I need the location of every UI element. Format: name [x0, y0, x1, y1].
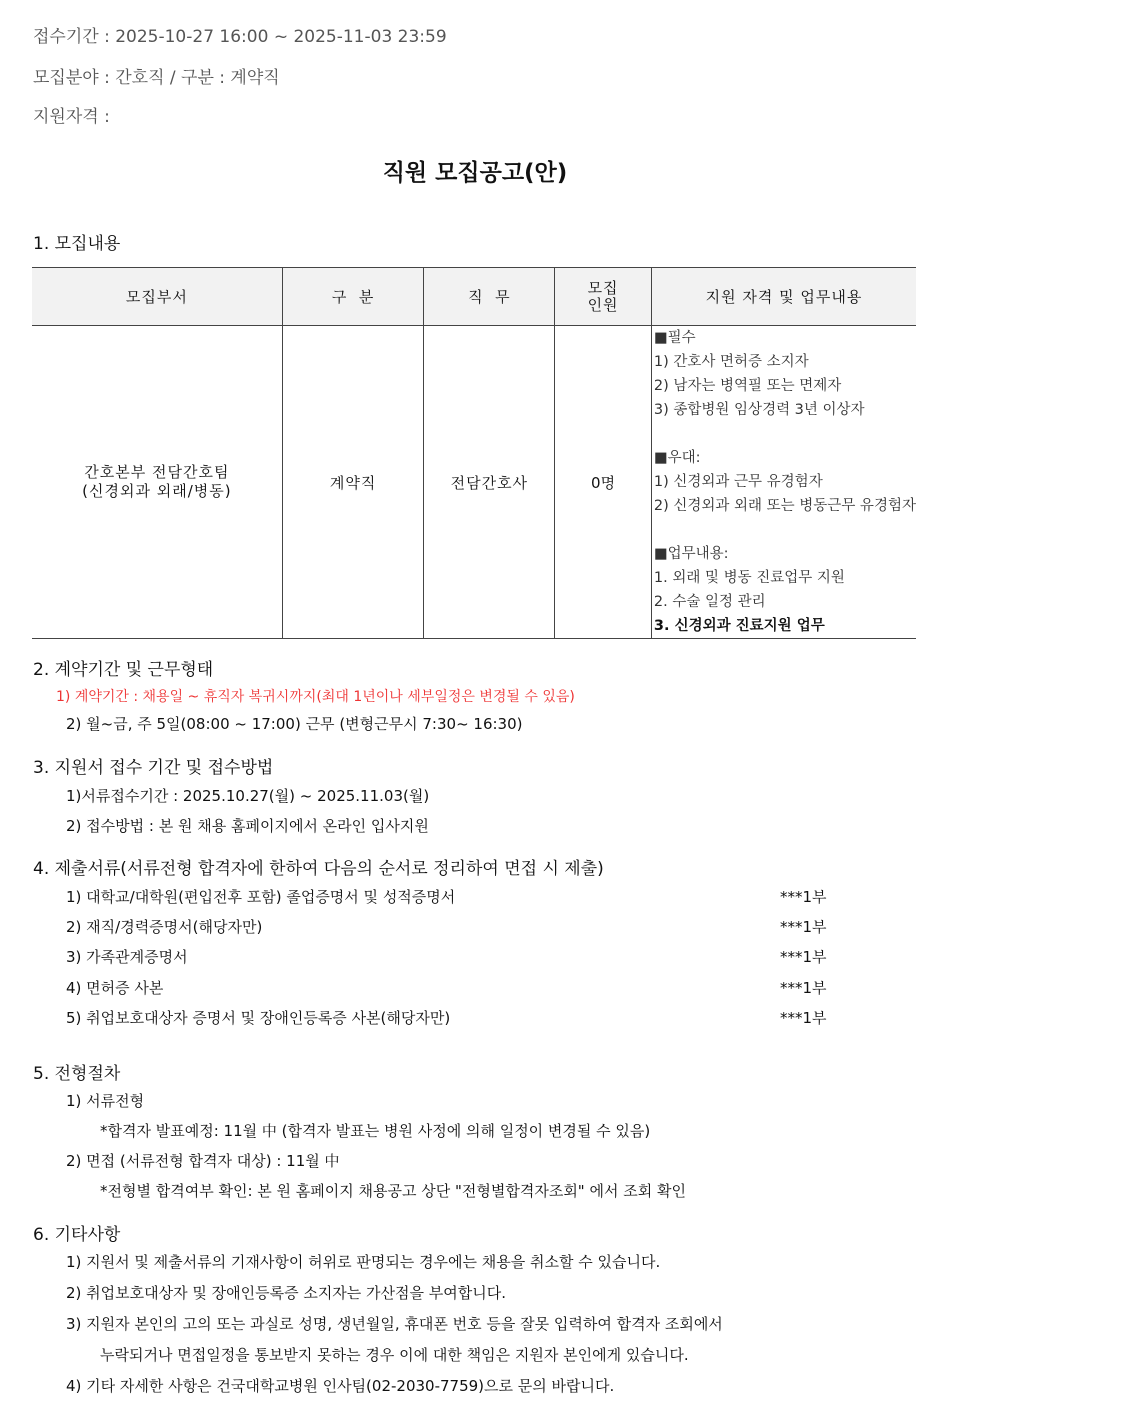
s2-item-2: 2) 월~금, 주 5일(08:00 ~ 17:00) 근무 (변형근무시 7:30~ 16:30)	[66, 715, 523, 733]
s4-item-3: 3) 가족관계증명서	[66, 948, 188, 966]
header-qual: 지원 자격 및 업무내용	[651, 268, 916, 326]
s4-item-3-count: ***1부	[780, 948, 827, 966]
section-6-heading: 6. 기타사항	[33, 1225, 121, 1245]
qual-line: 2. 수술 일정 관리	[653, 594, 766, 610]
cell-count: 0명	[555, 326, 652, 639]
header-job: 직 무	[424, 268, 555, 326]
section-2-heading: 2. 계약기간 및 근무형태	[33, 660, 214, 680]
header-count	[555, 268, 652, 326]
s6-item-1: 1) 지원서 및 제출서류의 기재사항이 허위로 판명되는 경우에는 채용을 취소할 수 있습니다.	[66, 1253, 661, 1271]
s4-item-4: 4) 면허증 사본	[66, 979, 164, 997]
s2-item-1: 1) 계약기간 : 채용일 ~ 휴직자 복귀시까지(최대 1년이나 세부일정은 변경될 수 있음)	[56, 689, 575, 705]
meta-qualification: 지원자격 :	[33, 107, 110, 127]
s6-item-3: 3) 지원자 본인의 고의 또는 과실로 성명, 생년월일, 휴대폰 번호 등을 잘못 입력하여 합격자 조회에서	[66, 1315, 723, 1333]
qual-line: 2) 남자는 병역필 또는 면제자	[653, 378, 842, 394]
section-3-heading: 3. 지원서 접수 기간 및 접수방법	[33, 758, 274, 778]
s3-item-2: 2) 접수방법 : 본 원 채용 홈페이지에서 온라인 입사지원	[66, 817, 429, 835]
s4-item-1: 1) 대학교/대학원(편입전후 포함) 졸업증명서 및 성적증명서	[66, 888, 456, 906]
table-row	[32, 326, 916, 639]
header-dept: 모집부서	[32, 268, 282, 326]
s4-item-1-count: ***1부	[780, 888, 827, 906]
dept-line1: 간호본부 전담간호팀	[84, 463, 230, 481]
s5-item-2-note: *전형별 합격여부 확인: 본 원 홈페이지 채용공고 상단 "전형별합격자조회" 에서 조회 확인	[100, 1182, 686, 1200]
cell-qual	[651, 326, 916, 639]
cell-type: 계약직	[282, 326, 424, 639]
cell-job: 전담간호사	[424, 326, 555, 639]
qual-line: 1. 외래 및 병동 진료업무 지원	[653, 570, 845, 586]
qual-line: 1) 신경외과 근무 유경험자	[653, 474, 823, 490]
s5-item-1: 1) 서류전형	[66, 1092, 145, 1110]
qual-line: ■우대:	[653, 450, 701, 466]
s6-item-4: 4) 기타 자세한 사항은 건국대학교병원 인사팀(02-2030-7759)으로 문의 바랍니다.	[66, 1377, 615, 1395]
s4-item-2-count: ***1부	[780, 918, 827, 936]
meta-period: 접수기간 : 2025-10-27 16:00 ~ 2025-11-03 23:59	[33, 27, 447, 47]
recruit-table	[32, 267, 916, 639]
qual-line: ■업무내용:	[653, 546, 729, 562]
s5-item-2: 2) 면접 (서류전형 합격자 대상) : 11월 中	[66, 1152, 340, 1170]
qual-line: 3. 신경외과 진료지원 업무	[653, 618, 825, 634]
cell-dept	[32, 326, 282, 639]
s6-item-2: 2) 취업보호대상자 및 장애인등록증 소지자는 가산점을 부여합니다.	[66, 1284, 507, 1302]
header-count-line1: 모집	[587, 278, 619, 297]
section-5-heading: 5. 전형절차	[33, 1064, 121, 1084]
dept-line2: (신경외과 외래/병동)	[82, 482, 232, 500]
page-title: 직원 모집공고(안)	[382, 160, 568, 186]
table-header-row	[32, 268, 916, 326]
qual-line	[654, 518, 916, 542]
meta-field: 모집분야 : 간호직 / 구분 : 계약직	[33, 68, 280, 88]
header-type: 구 분	[282, 268, 424, 326]
qual-line: 3) 종합병원 임상경력 3년 이상자	[653, 402, 865, 418]
s4-item-5-count: ***1부	[780, 1009, 827, 1027]
qual-line: 1) 간호사 면허증 소지자	[653, 354, 809, 370]
section-1-heading: 1. 모집내용	[33, 234, 121, 254]
s4-item-5: 5) 취업보호대상자 증명서 및 장애인등록증 사본(해당자만)	[66, 1009, 451, 1027]
s4-item-2: 2) 재직/경력증명서(해당자만)	[66, 918, 263, 936]
s4-item-4-count: ***1부	[780, 979, 827, 997]
qual-line: ■필수	[653, 330, 696, 346]
qual-line	[654, 422, 916, 446]
qual-line: 2) 신경외과 외래 또는 병동근무 유경험자	[653, 498, 916, 514]
header-count-line2: 인원	[587, 295, 619, 314]
s5-item-1-note: *합격자 발표예정: 11월 中 (합격자 발표는 병원 사정에 의해 일정이 변경될 수 있음)	[100, 1122, 651, 1140]
section-4-heading: 4. 제출서류(서류전형 합격자에 한하여 다음의 순서로 정리하여 면접 시 제출)	[33, 859, 604, 879]
s6-item-3-cont: 누락되거나 면접일정을 통보받지 못하는 경우 이에 대한 책임은 지원자 본인에게 있습니다.	[100, 1346, 689, 1364]
s3-item-1: 1)서류접수기간 : 2025.10.27(월) ~ 2025.11.03(월)	[66, 787, 430, 805]
